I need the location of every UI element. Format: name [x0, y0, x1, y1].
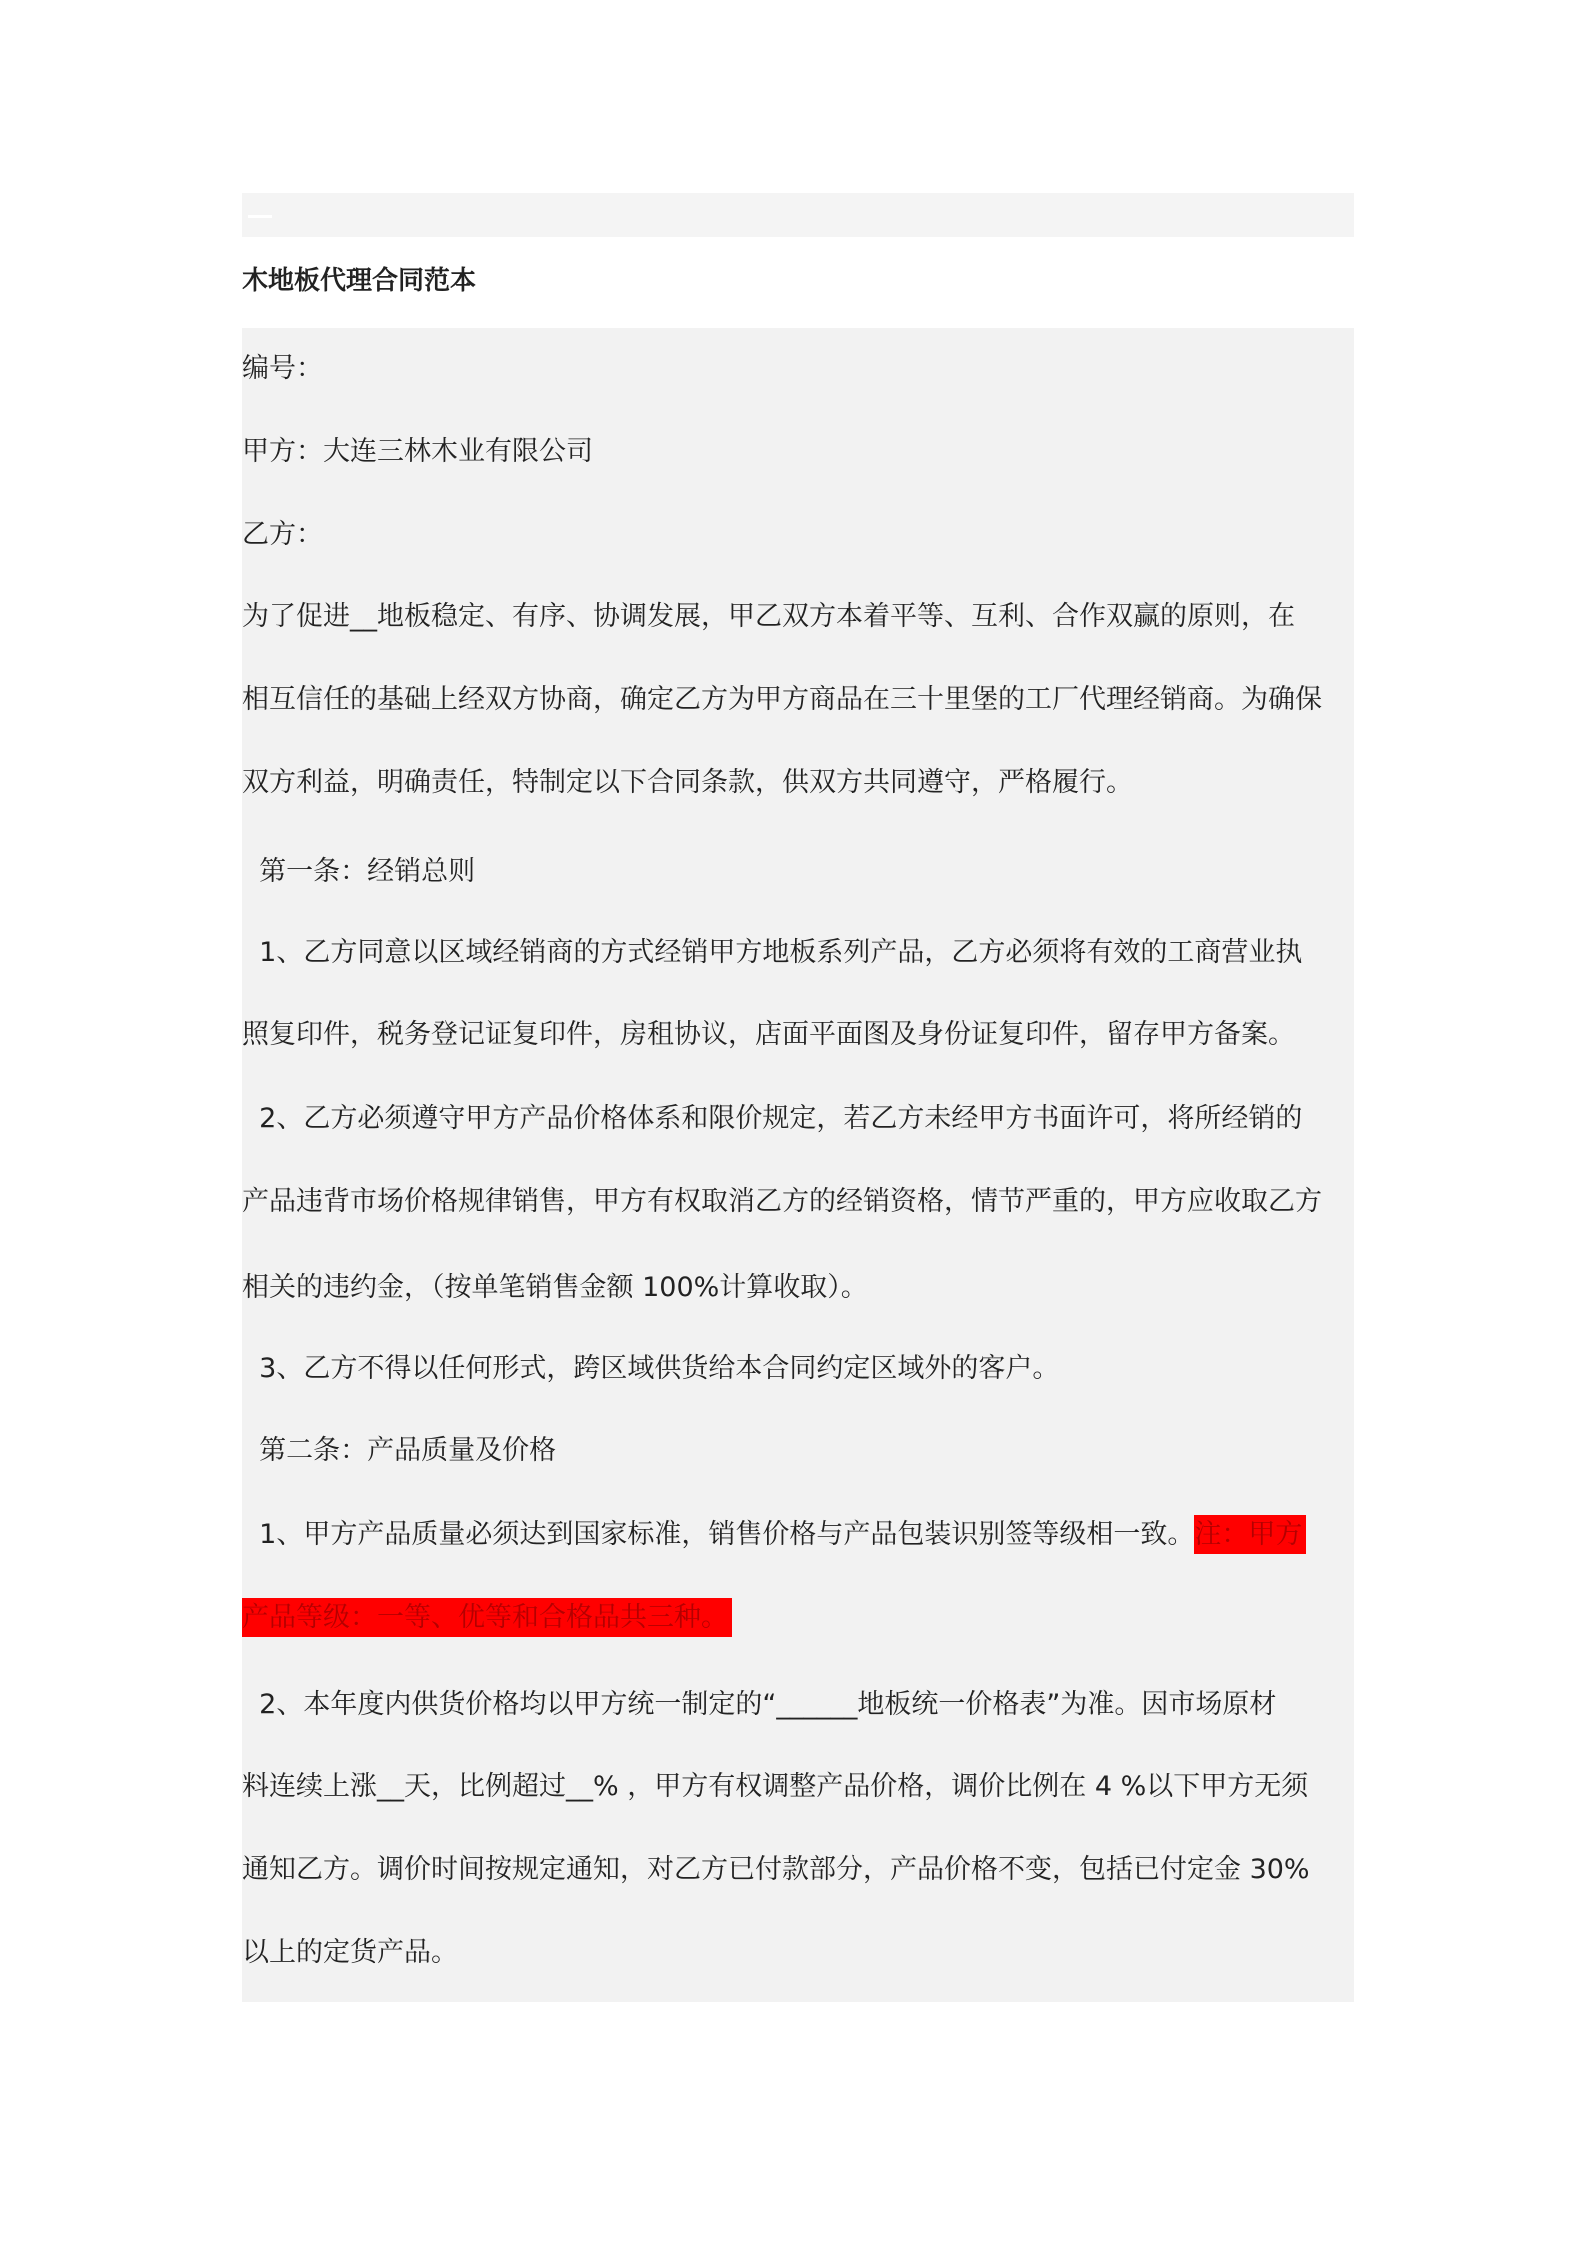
clause-1-2-line-2: 产品违背市场价格规律销售，甲方有权取消乙方的经销资格，情节严重的，甲方应收取乙方 — [242, 1186, 1322, 1217]
intro-line-2: 相互信任的基础上经双方协商，确定乙方为甲方商品在三十里堡的工厂代理经销商。为确保 — [242, 684, 1322, 715]
article-2-heading: 第二条：产品质量及价格 — [242, 1435, 557, 1466]
clause-1-2-line-1: 2、乙方必须遵守甲方产品价格体系和限价规定，若乙方未经甲方书面许可，将所经销的 — [242, 1103, 1303, 1134]
document-body-background — [242, 328, 1354, 2002]
highlighted-note-start: 注：甲方 — [1194, 1515, 1306, 1554]
clause-1-1-line-2: 照复印件，税务登记证复印件，房租协议，店面平面图及身份证复印件，留存甲方备案。 — [242, 1019, 1295, 1050]
clause-1-1-line-1: 1、乙方同意以区域经销商的方式经销甲方地板系列产品，乙方必须将有效的工商营业执 — [242, 937, 1303, 968]
contract-number-label: 编号： — [242, 353, 323, 384]
highlighted-note-grades: 产品等级：一等、优等和合格品共三种。 — [242, 1598, 732, 1637]
document-title: 木地板代理合同范本 — [242, 266, 477, 296]
clause-2-2-line-4: 以上的定货产品。 — [242, 1937, 458, 1968]
clause-2-1-line-2 — [242, 1598, 732, 1638]
clause-2-2-line-3: 通知乙方。调价时间按规定通知，对乙方已付款部分，产品价格不变，包括已付定金 30% — [242, 1854, 1310, 1885]
clause-1-3-line: 3、乙方不得以任何形式，跨区域供货给本合同约定区域外的客户。 — [242, 1353, 1060, 1384]
header-strip — [242, 193, 1354, 237]
party-a-line: 甲方：大连三林木业有限公司 — [242, 436, 593, 467]
party-b-line: 乙方： — [242, 519, 323, 550]
intro-line-3: 双方利益，明确责任，特制定以下合同条款，供双方共同遵守，严格履行。 — [242, 767, 1133, 798]
clause-2-1-text: 1、甲方产品质量必须达到国家标准，销售价格与产品包装识别签等级相一致。 — [242, 1519, 1195, 1550]
clause-2-1-line-1 — [242, 1515, 1306, 1555]
intro-line-1: 为了促进__地板稳定、有序、协调发展，甲乙双方本着平等、互利、合作双赢的原则，在 — [242, 601, 1295, 632]
clause-2-2-line-1: 2、本年度内供货价格均以甲方统一制定的“______地板统一价格表”为准。因市场原材 — [242, 1689, 1277, 1720]
clause-2-2-line-2: 料连续上涨__天，比例超过__% ，甲方有权调整产品价格，调价比例在 4 %以下甲方无须 — [242, 1771, 1309, 1802]
strip-mark — [248, 215, 272, 218]
clause-1-2-line-3: 相关的违约金，（按单笔销售金额 100%计算收取）。 — [242, 1272, 868, 1303]
article-1-heading: 第一条：经销总则 — [242, 856, 476, 887]
